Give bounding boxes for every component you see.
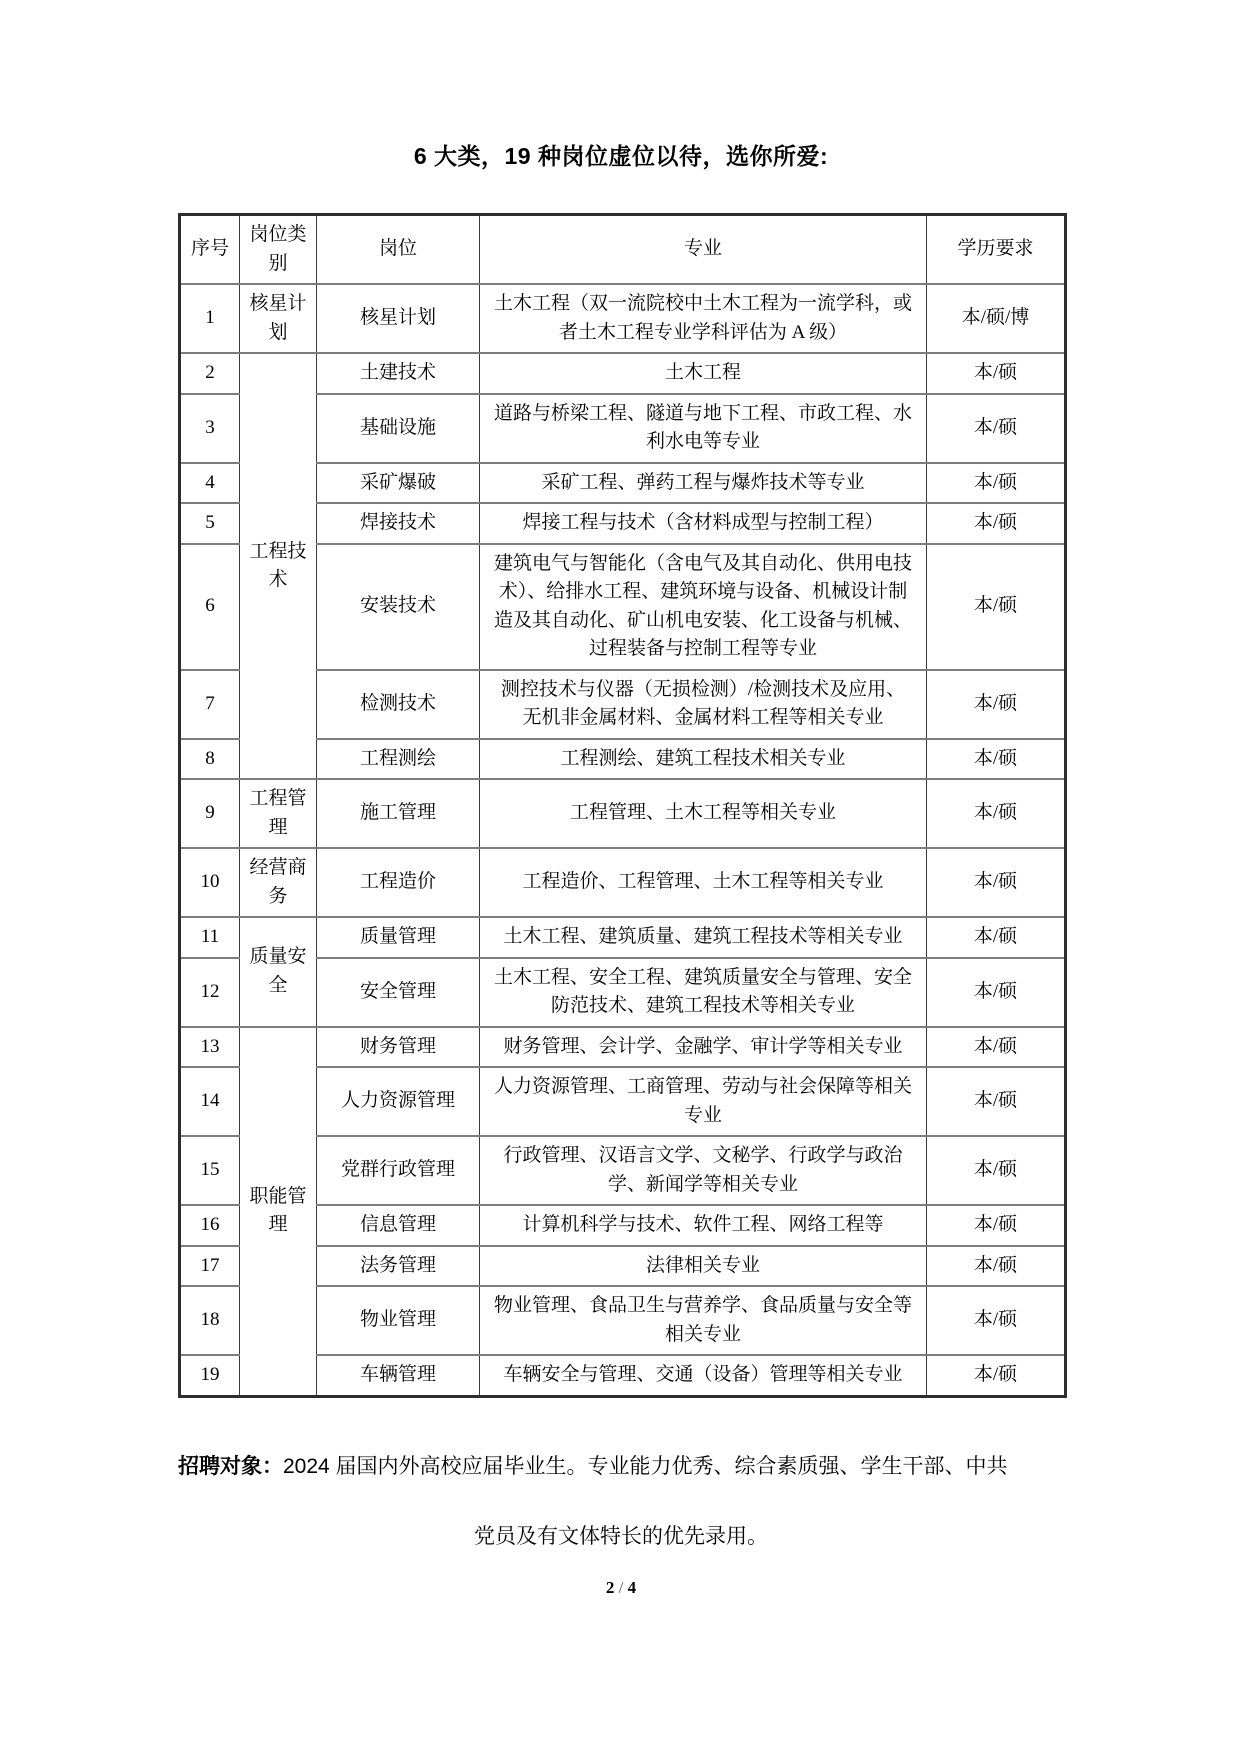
cell-row-number: 6 xyxy=(180,544,240,670)
cell-degree: 本/硕 xyxy=(927,394,1066,463)
cell-row-number: 16 xyxy=(180,1205,240,1246)
cell-position: 人力资源管理 xyxy=(317,1067,480,1136)
header-cell-3: 专业 xyxy=(480,215,927,285)
recruit-notice-text: 2024 届国内外高校应届毕业生。专业能力优秀、综合素质强、学生干部、中共 xyxy=(283,1454,1008,1478)
cell-row-number: 5 xyxy=(180,503,240,544)
cell-degree: 本/硕 xyxy=(927,503,1066,544)
cell-row-number: 18 xyxy=(180,1286,240,1355)
cell-degree: 本/硕 xyxy=(927,670,1066,739)
cell-major: 财务管理、会计学、金融学、审计学等相关专业 xyxy=(480,1027,927,1068)
cell-row-number: 7 xyxy=(180,670,240,739)
cell-major: 土木工程 xyxy=(480,353,927,394)
cell-position: 检测技术 xyxy=(317,670,480,739)
cell-major: 土木工程（双一流院校中土木工程为一流学科，或者土木工程专业学科评估为 A 级） xyxy=(480,284,927,353)
cell-major: 法律相关专业 xyxy=(480,1246,927,1287)
cell-position: 信息管理 xyxy=(317,1205,480,1246)
table-row xyxy=(180,284,1066,353)
cell-major: 物业管理、食品卫生与营养学、食品质量与安全等相关专业 xyxy=(480,1286,927,1355)
page-number xyxy=(178,1578,1064,1598)
cell-degree: 本/硕 xyxy=(927,1355,1066,1396)
cell-degree: 本/硕 xyxy=(927,917,1066,958)
cell-row-number: 1 xyxy=(180,284,240,353)
cell-major: 车辆安全与管理、交通（设备）管理等相关专业 xyxy=(480,1355,927,1396)
table-row xyxy=(180,779,1066,848)
cell-row-number: 10 xyxy=(180,848,240,917)
cell-major: 焊接工程与技术（含材料成型与控制工程） xyxy=(480,503,927,544)
cell-row-number: 8 xyxy=(180,739,240,780)
table-row xyxy=(180,848,1066,917)
cell-category: 核星计划 xyxy=(240,284,317,353)
cell-major: 土木工程、建筑质量、建筑工程技术等相关专业 xyxy=(480,917,927,958)
cell-major: 建筑电气与智能化（含电气及其自动化、供用电技术）、给排水工程、建筑环境与设备、机械设计制造及其自动化、矿山机电安装、化工设备与机械、过程装备与控制工程等专业 xyxy=(480,544,927,670)
cell-major: 计算机科学与技术、软件工程、网络工程等 xyxy=(480,1205,927,1246)
cell-row-number: 3 xyxy=(180,394,240,463)
cell-degree: 本/硕 xyxy=(927,353,1066,394)
cell-position: 安全管理 xyxy=(317,958,480,1027)
cell-row-number: 2 xyxy=(180,353,240,394)
cell-position: 车辆管理 xyxy=(317,1355,480,1396)
cell-row-number: 19 xyxy=(180,1355,240,1396)
cell-major: 工程造价、工程管理、土木工程等相关专业 xyxy=(480,848,927,917)
cell-position: 安装技术 xyxy=(317,544,480,670)
cell-degree: 本/硕 xyxy=(927,739,1066,780)
recruit-notice xyxy=(178,1450,1064,1550)
header-cell-1: 岗位类别 xyxy=(240,215,317,285)
cell-degree: 本/硕 xyxy=(927,463,1066,504)
cell-position: 党群行政管理 xyxy=(317,1136,480,1205)
cell-position: 法务管理 xyxy=(317,1246,480,1287)
page-title: 6 大类，19 种岗位虚位以待，选你所爱: xyxy=(413,143,829,169)
table-row xyxy=(180,353,1066,394)
cell-row-number: 11 xyxy=(180,917,240,958)
cell-category: 职能管理 xyxy=(240,1027,317,1397)
table-row xyxy=(180,1027,1066,1068)
cell-category: 经营商务 xyxy=(240,848,317,917)
cell-category: 工程管理 xyxy=(240,779,317,848)
header-cell-0: 序号 xyxy=(180,215,240,285)
table-header-row xyxy=(180,215,1066,285)
recruit-notice-line1 xyxy=(178,1450,1064,1480)
cell-degree: 本/硕 xyxy=(927,1246,1066,1287)
table-row xyxy=(180,917,1066,958)
cell-position: 基础设施 xyxy=(317,394,480,463)
cell-position: 财务管理 xyxy=(317,1027,480,1068)
cell-major: 土木工程、安全工程、建筑质量安全与管理、安全防范技术、建筑工程技术等相关专业 xyxy=(480,958,927,1027)
cell-position: 焊接技术 xyxy=(317,503,480,544)
cell-position: 采矿爆破 xyxy=(317,463,480,504)
page-number-separator: / xyxy=(618,1577,624,1597)
cell-major: 工程测绘、建筑工程技术相关专业 xyxy=(480,739,927,780)
cell-degree: 本/硕 xyxy=(927,1067,1066,1136)
recruit-notice-label: 招聘对象： xyxy=(178,1454,283,1478)
cell-category: 工程技术 xyxy=(240,353,317,779)
cell-degree: 本/硕 xyxy=(927,1286,1066,1355)
cell-major: 道路与桥梁工程、隧道与地下工程、市政工程、水利水电等专业 xyxy=(480,394,927,463)
cell-degree: 本/硕 xyxy=(927,958,1066,1027)
cell-position: 核星计划 xyxy=(317,284,480,353)
cell-row-number: 14 xyxy=(180,1067,240,1136)
cell-degree: 本/硕 xyxy=(927,544,1066,670)
cell-position: 工程造价 xyxy=(317,848,480,917)
cell-major: 测控技术与仪器（无损检测）/检测技术及应用、无机非金属材料、金属材料工程等相关专业 xyxy=(480,670,927,739)
cell-row-number: 15 xyxy=(180,1136,240,1205)
cell-major: 采矿工程、弹药工程与爆炸技术等专业 xyxy=(480,463,927,504)
cell-category: 质量安全 xyxy=(240,917,317,1027)
cell-row-number: 12 xyxy=(180,958,240,1027)
cell-row-number: 17 xyxy=(180,1246,240,1287)
cell-degree: 本/硕 xyxy=(927,1205,1066,1246)
page-number-total: 4 xyxy=(627,1577,637,1597)
recruit-notice-line2: 党员及有文体特长的优先录用。 xyxy=(474,1524,768,1548)
table-body xyxy=(180,284,1066,1396)
jobs-table xyxy=(178,213,1067,1398)
cell-major: 工程管理、土木工程等相关专业 xyxy=(480,779,927,848)
cell-position: 工程测绘 xyxy=(317,739,480,780)
header-cell-4: 学历要求 xyxy=(927,215,1066,285)
cell-degree: 本/硕 xyxy=(927,1027,1066,1068)
cell-degree: 本/硕 xyxy=(927,848,1066,917)
cell-position: 质量管理 xyxy=(317,917,480,958)
cell-position: 土建技术 xyxy=(317,353,480,394)
header-cell-2: 岗位 xyxy=(317,215,480,285)
cell-position: 施工管理 xyxy=(317,779,480,848)
page-number-current: 2 xyxy=(605,1577,615,1597)
cell-position: 物业管理 xyxy=(317,1286,480,1355)
cell-row-number: 13 xyxy=(180,1027,240,1068)
cell-row-number: 9 xyxy=(180,779,240,848)
cell-degree: 本/硕 xyxy=(927,1136,1066,1205)
cell-major: 人力资源管理、工商管理、劳动与社会保障等相关专业 xyxy=(480,1067,927,1136)
cell-degree: 本/硕 xyxy=(927,779,1066,848)
cell-major: 行政管理、汉语言文学、文秘学、行政学与政治学、新闻学等相关专业 xyxy=(480,1136,927,1205)
cell-row-number: 4 xyxy=(180,463,240,504)
cell-degree: 本/硕/博 xyxy=(927,284,1066,353)
